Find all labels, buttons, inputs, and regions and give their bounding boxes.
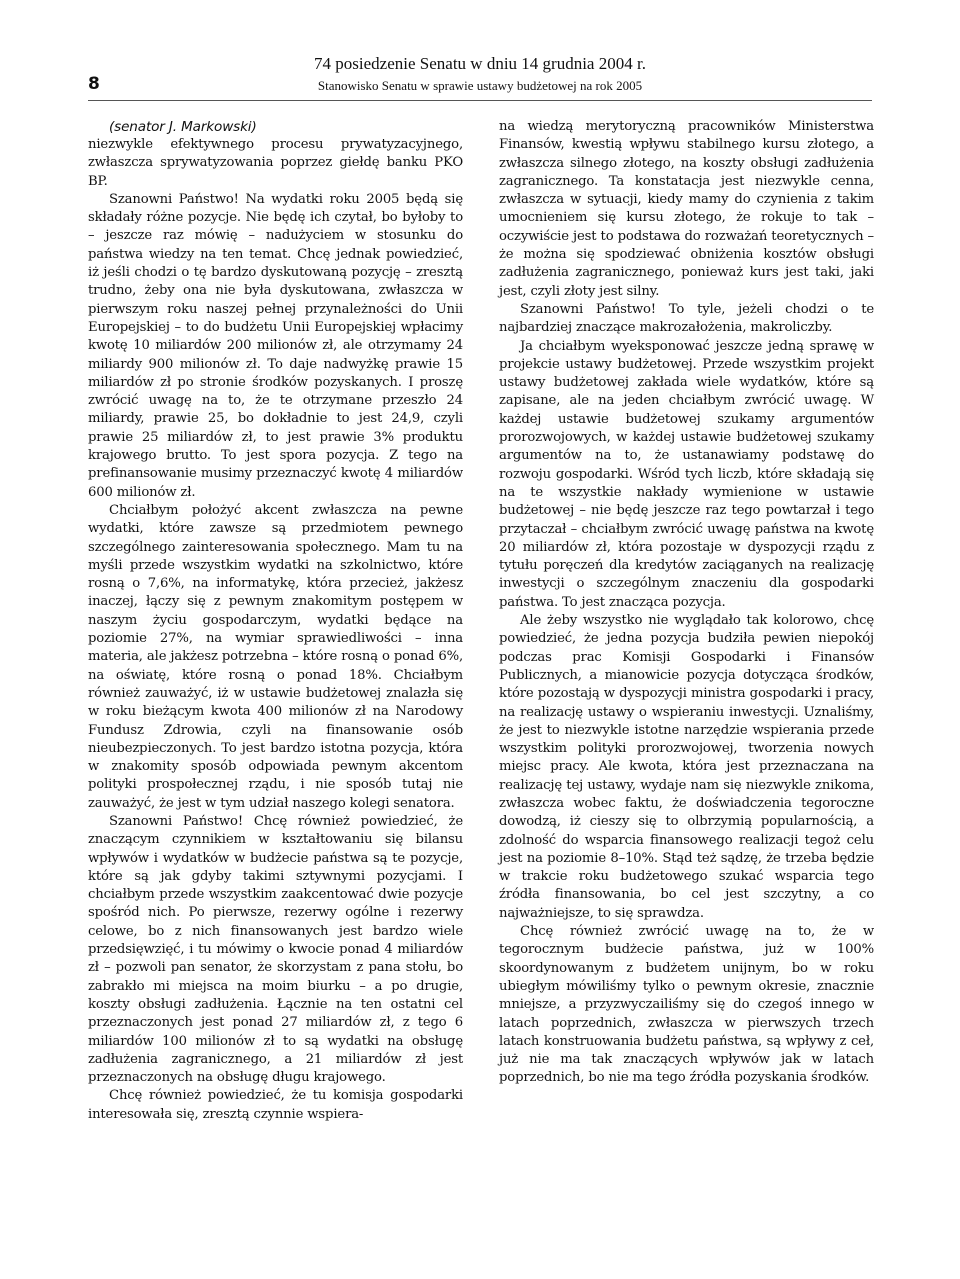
- paragraph: Chcę również zwrócić uwagę na to, że w tegorocznym budżecie państwa, już w 100% skoordynowanym z budżetem unijnym, bo w roku ubiegłym mówiliśmy tylko o pewnym okresie, znacznie mniejsze, a przyzwyczailiśmy się do czegoś innego w latach poprzednich, zwłaszcza w pierwszych trzech latach konstruowania budżetu państwa, są wpływy z ceł, już nie ma tak znaczących wpływów jak w latach poprzednich, bo nie ma tego źródła pozyskania środków.: [499, 924, 874, 1086]
- right-column: [499, 118, 874, 1088]
- paragraph: niezwykle efektywnego procesu prywatyzacyjnego, zwłaszcza sprywatyzowania poprzez giełdę banku PKO BP.: [88, 137, 463, 189]
- paragraph: na wiedzą merytoryczną pracowników Ministerstwa Finansów, kwestią wpływu stabilnego kursu złotego, a zwłaszcza silnego złotego, na koszty obsługi zadłużenia zagranicznego. Ta konstatacja jest niezwykle cenna, zwłaszcza w sytuacji, kiedy mamy do czynienia z takim umocnieniem się kursu złotego, że rokuje to tak – oczywiście jest to podstawa do rozważań teoretycznych – że można się spodziewać obniżenia kosztów obsługi zadłużenia zagranicznego, ponieważ kurs jest taki, jaki jest, czyli złoty jest silny.: [499, 119, 874, 299]
- paragraph: Chciałbym położyć akcent zwłaszcza na pewne wydatki, które zawsze są przedmiotem pewnego szczególnego zainteresowania społecznego. Mam tu na myśli przede wszystkim wydatki na szkolnictwo, które rosną o 7,6%, na informatykę, która przecież, jakżesz inaczej, łączy się z pewnym znakomitym postępem w naszym życiu gospodarczym, wydatki będące na poziomie 27%, na wymiar sprawiedliwości – inna materia, ale jakżesz potrzebna – które rosną o ponad 6%, na oświatę, które rosną o ponad 18%. Chciałbym również zauważyć, iż w ustawie budżetowej znalazła się w roku bieżącym kwota 400 milionów zł na Narodowy Fundusz Zdrowia, czyli na finansowanie osób nieubezpieczonych. To jest bardzo istotna pozycja, która w znakomity sposób odpowiada pewnym akcentom polityki prospołecznej rządu, i nie sposób tutaj nie zauważyć, że jest w tym udział naszego kolegi senatora.: [88, 502, 463, 811]
- paragraph: Ja chciałbym wyeksponować jeszcze jedną sprawę w projekcie ustawy budżetowej. Przede wszystkim projekt ustawy budżetowej zakłada wiele wydatków, które są zapisane, ale na jeden chciałbym zwrócić uwagę. W każdej ustawie budżetowej szukamy argumentów prorozwojowych, w każdej ustawie budżetowej szukamy argumentów na to, że ustanawiamy podstawę do rozwoju gospodarki. Wśród tych liczb, które składają się na te wszystkie nakłady wymienione w ustawie budżetowej – nie będę jeszcze raz tego powtarzał i tego przytaczał – chciałbym zwrócić uwagę państwa na kwotę 20 miliardów zł, która pozostaje w dyspozycji rządu z tytułu poręczeń dla kredytów zaciąganych na realizację inwestycji o szczególnym znaczeniu dla gospodarki państwa. To jest znacząca pozycja.: [499, 338, 874, 610]
- paragraph: Ale żeby wszystko nie wyglądało tak kolorowo, chcę powiedzieć, że jedna pozycja budziła pewien niepokój podczas prac Komisji Gospodarki i Finansów Publicznych, a mianowicie pozycja dotycząca środków, które pozostają w dyspozycji ministra gospodarki i pracy, na realizację ustawy o wspieraniu inwestycji. Uznaliśmy, że jest to niezwykle istotne narzędzie wspierania przede wszystkim polityki prorozwojowej, tworzenia nowych miejsc pracy. Ale kwota, która jest przeznaczana na realizację tej ustawy, wydaje nam się niezwykle znikoma, zwłaszcza wobec faktu, że doświadczenia tegoroczne dowodzą, iż cieszy się to olbrzymią popularnością, a zdolność do wsparcia finansowego realizacji tegoż celu jest na poziomie 8–10%. Stąd też sądzę, że trzeba będzie w trakcie roku budżetowego szukać wsparcia tego źródła finansowania, bo cel jest szczytny, a co najważniejsze, to się sprawdza.: [499, 613, 874, 921]
- header-subtitle: Stanowisko Senatu w sprawie ustawy budżetowej na rok 2005: [317, 78, 643, 93]
- paragraph: Chcę również powiedzieć, że tu komisja gospodarki interesowała się, zresztą czynnie wspiera-: [88, 1088, 463, 1122]
- header-title: 74 posiedzenie Senatu w dniu 14 grudnia 2004 r.: [314, 54, 646, 73]
- speaker-note: (senator J. Markowski): [109, 119, 257, 135]
- page-number: 8: [88, 74, 100, 94]
- paragraph: Szanowni Państwo! To tyle, jeżeli chodzi o te najbardziej znaczące makrozałożenia, makroliczby.: [499, 301, 874, 336]
- paragraph: Szanowni Państwo! Chcę również powiedzieć, że znaczącym czynnikiem w kształtowaniu się bilansu wpływów i wydatków w budżecie państwa są te pozycje, które są jak gdyby takimi sztywnymi pozycjami. I chciałbym przede wszystkim zaakcentować dwie pozycje spośród nich. Po pierwsze, rezerwy ogólne i rezerwy celowe, bo z nich finansowanych jest bardzo wiele przedsięwzięć, i tu mówimy o kwocie ponad 4 miliardów zł – pozwoli pan senator, że skorzystam z pana stołu, bo zabrakło mi miejsca na moim biurku – a po drugie, koszty obsługi zadłużenia. Łącznie na ten ostatni cel przeznaczonych jest ponad 27 miliardów zł, z tego 6 miliardów 100 milionów zł to są wydatki na obsługę zadłużenia zagranicznego, a 21 miliardów zł jest przeznaczonych na obsługę długu krajowego.: [88, 813, 463, 1086]
- page-header: [88, 48, 872, 101]
- paragraph: Szanowni Państwo! Na wydatki roku 2005 będą się składały różne pozycje. Nie będę ich czytał, bo byłoby to – jeszcze raz mówię – nadużyciem w stosunku do państwa wiedzy na ten temat. Chcę jednak powiedzieć, iż jeśli chodzi o tę bardzo dyskutowaną pozycję – zresztą trudno, żeby ona nie była dyskutowana, zwłaszcza w pierwszym roku naszej pełnej przynależności do Unii Europejskiej – to do budżetu Unii Europejskiej wpłacimy kwotę 10 miliardów 200 milionów zł, ale otrzymamy 24 miliardy 900 milionów zł. To daje nadwyżkę prawie 15 miliardów zł po stronie środków pozyskanych. I proszę zwrócić uwagę na to, że te otrzymane przeszło 24 miliardy, prawie 25, bo dokładnie to jest 24,9, czyli prawie 25 miliardów zł, to jest prawie 3% produktu krajowego brutto. To jest spora pozycja. Z tego na prefinansowanie musimy przeznaczyć kwotę 4 miliardów 600 milionów zł.: [88, 191, 463, 500]
- left-column: [88, 118, 463, 1124]
